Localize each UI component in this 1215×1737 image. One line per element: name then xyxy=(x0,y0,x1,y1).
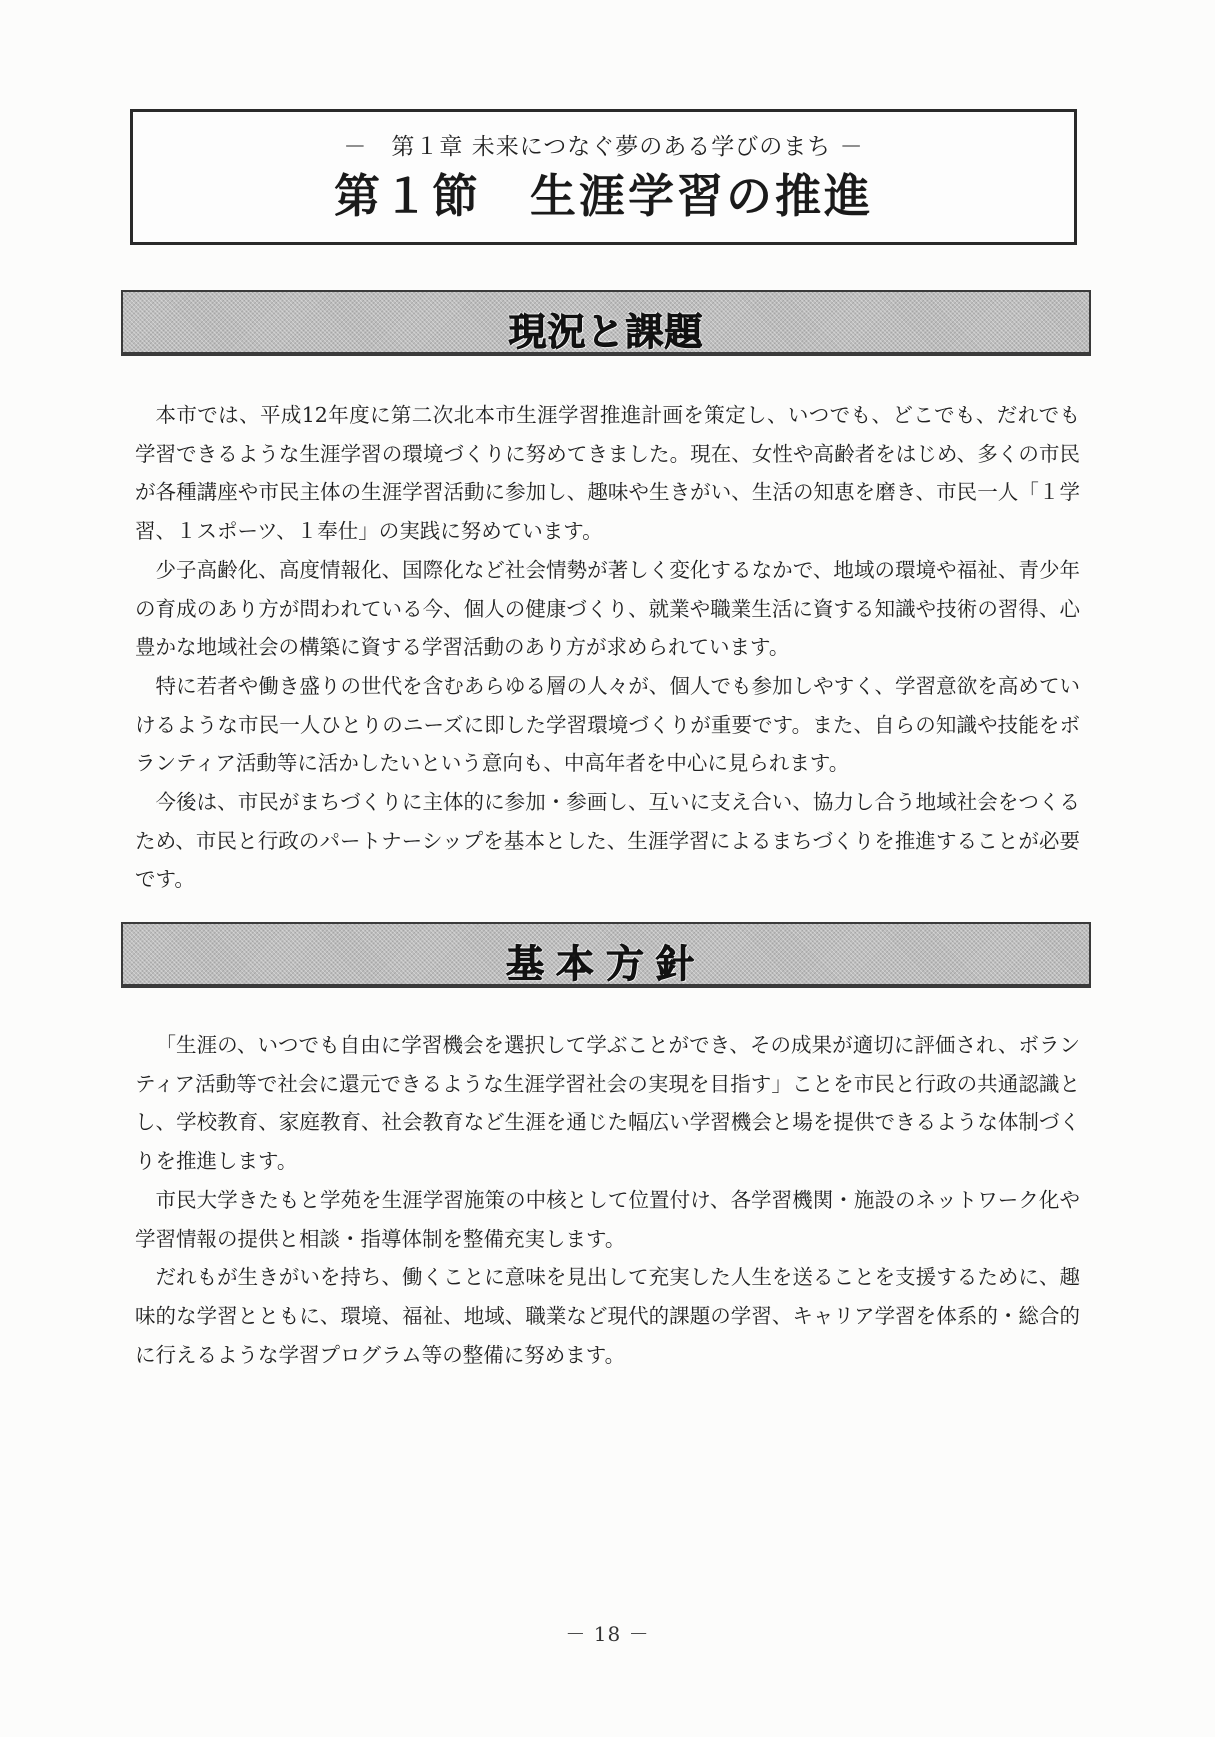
paragraph: 今後は、市民がまちづくりに主体的に参加・参画し、互いに支え合い、協力し合う地域社会をつくるため、市民と行政のパートナーシップを基本とした、生涯学習によるまちづくりを推進することが必要です。 xyxy=(135,790,1080,892)
section-heading-basic-policy: 基本方針 xyxy=(505,942,706,986)
paragraph: 市民大学きたもと学苑を生涯学習施策の中核として位置付け、各学習機関・施設のネットワーク化や学習情報の提供と相談・指導体制を整備充実します。 xyxy=(135,1187,1080,1251)
paragraph: 少子高齢化、高度情報化、国際化など社会情勢が著しく変化するなかで、地域の環境や福祉、青少年の育成のあり方が問われている今、個人の健康づくり、就業や職業生活に資する知識や技術の習得、心豊かな地域社会の構築に資する学習活動のあり方が求められています。 xyxy=(135,557,1080,660)
section-heading-banner-current-status xyxy=(121,290,1091,356)
basic-policy-body xyxy=(135,1026,1080,1374)
page-number: － 18 － xyxy=(565,1622,650,1646)
section-title: 第１節 生涯学習の推進 xyxy=(334,169,873,223)
section-heading-current-status: 現況と課題 xyxy=(508,310,704,354)
chapter-subtitle: － 第１章 未来につなぐ夢のある学びのまち － xyxy=(343,134,864,160)
paragraph: だれもが生きがいを持ち、働くことに意味を見出して充実した人生を送ることを支援するために、趣味的な学習とともに、環境、福祉、地域、職業など現代的課題の学習、キャリア学習を体系的・総合的に行えるような学習プログラム等の整備に努めます。 xyxy=(135,1265,1080,1367)
section-heading-banner-basic-policy xyxy=(121,922,1091,988)
paragraph: 本市では、平成12年度に第二次北本市生涯学習推進計画を策定し、いつでも、どこでも、だれでも学習できるような生涯学習の環境づくりに努めてきました。現在、女性や高齢者をはじめ、多くの市民が各種講座や市民主体の生涯学習活動に参加し、趣味や生きがい、生活の知恵を磨き、市民一人「１学習、１スポーツ、１奉仕」の実践に努めています。 xyxy=(135,403,1080,544)
chapter-header-box xyxy=(130,109,1077,245)
paragraph: 「生涯の、いつでも自由に学習機会を選択して学ぶことができ、その成果が適切に評価され、ボランティア活動等で社会に還元できるような生涯学習社会の実現を目指す」ことを市民と行政の共通認識とし、学校教育、家庭教育、社会教育など生涯を通じた幅広い学習機会と場を提供できるような体制づくりを推進します。 xyxy=(135,1033,1080,1174)
current-status-body xyxy=(135,396,1080,899)
paragraph: 特に若者や働き盛りの世代を含むあらゆる層の人々が、個人でも参加しやすく、学習意欲を高めていけるような市民一人ひとりのニーズに即した学習環境づくりが重要です。また、自らの知識や技能をボランティア活動等に活かしたいという意向も、中高年者を中心に見られます。 xyxy=(135,673,1080,776)
